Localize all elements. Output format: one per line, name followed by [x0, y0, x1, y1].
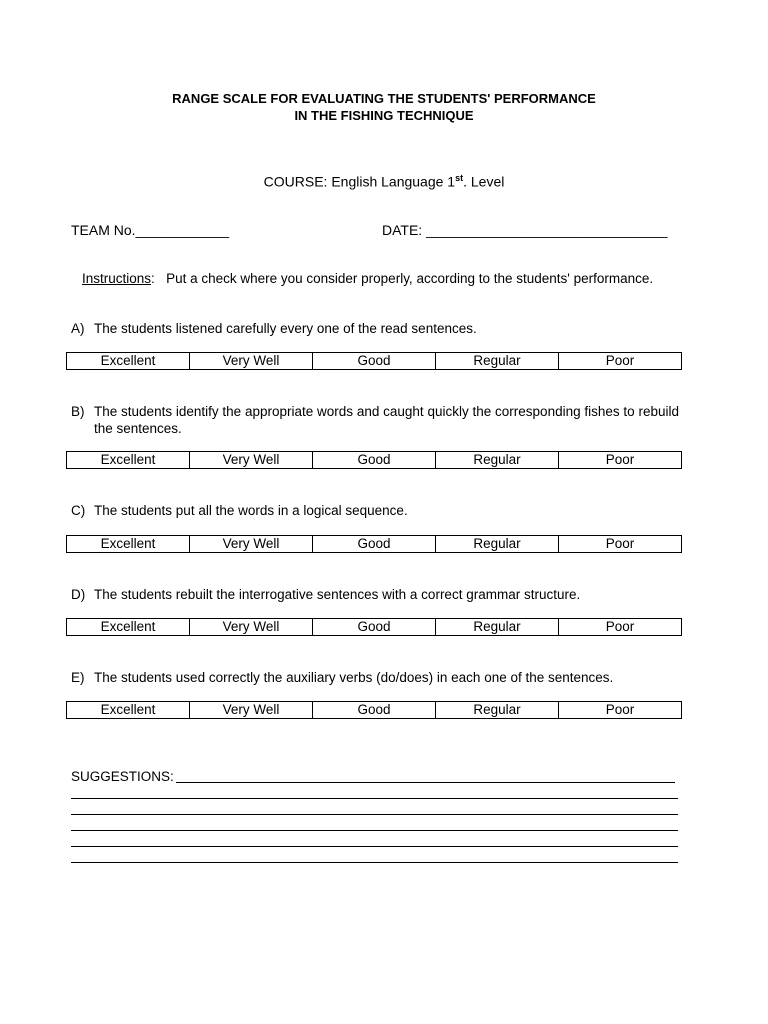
- question-letter: A): [71, 321, 85, 336]
- question-b: [71, 403, 679, 437]
- rating-option-regular[interactable]: Regular: [436, 353, 559, 370]
- question-letter: B): [71, 404, 85, 419]
- suggestions-line-2[interactable]: [71, 798, 678, 799]
- rating-option-poor[interactable]: Poor: [559, 353, 682, 370]
- course-line: [0, 173, 768, 190]
- rating-option-good[interactable]: Good: [313, 353, 436, 370]
- rating-option-regular[interactable]: Regular: [436, 452, 559, 469]
- suggestions-line-3[interactable]: [71, 814, 678, 815]
- rating-option-poor[interactable]: Poor: [559, 452, 682, 469]
- question-d: [71, 586, 679, 603]
- rating-option-very-well[interactable]: Very Well: [190, 702, 313, 719]
- rating-scale-c: [66, 535, 682, 553]
- instructions-label: Instructions: [82, 271, 152, 286]
- rating-option-excellent[interactable]: Excellent: [67, 702, 190, 719]
- document-title-line-1: RANGE SCALE FOR EVALUATING THE STUDENTS' PERFORMANCE: [172, 91, 596, 106]
- rating-option-good[interactable]: Good: [313, 702, 436, 719]
- rating-scale-d: [66, 618, 682, 636]
- rating-option-regular[interactable]: Regular: [436, 536, 559, 553]
- rating-option-good[interactable]: Good: [313, 452, 436, 469]
- rating-option-poor[interactable]: Poor: [559, 702, 682, 719]
- course-suffix: . Level: [463, 173, 505, 190]
- question-letter: E): [71, 670, 85, 685]
- course-superscript: st: [455, 173, 464, 183]
- question-letter: C): [71, 503, 86, 518]
- document-title-line-2: IN THE FISHING TECHNIQUE: [294, 108, 474, 123]
- rating-option-good[interactable]: Good: [313, 536, 436, 553]
- suggestions-line-5[interactable]: [71, 846, 678, 847]
- instructions-text: Put a check where you consider properly, according to the students' performance.: [166, 271, 654, 286]
- question-e: [71, 669, 679, 686]
- rating-option-poor[interactable]: Poor: [559, 619, 682, 636]
- team-label: TEAM No.: [71, 222, 136, 238]
- rating-option-excellent[interactable]: Excellent: [67, 536, 190, 553]
- question-text: The students listened carefully every one of the read sentences.: [94, 321, 477, 336]
- suggestions-label: SUGGESTIONS:: [71, 769, 174, 784]
- question-text: The students put all the words in a logical sequence.: [94, 503, 408, 518]
- instructions: Instructions: Put a check where you consider properly, according to the students' performance.: [82, 271, 654, 286]
- rating-option-excellent[interactable]: Excellent: [67, 353, 190, 370]
- question-text: The students used correctly the auxiliary verbs (do/does) in each one of the sentences.: [94, 670, 614, 685]
- rating-option-very-well[interactable]: Very Well: [190, 619, 313, 636]
- rating-option-regular[interactable]: Regular: [436, 619, 559, 636]
- rating-option-very-well[interactable]: Very Well: [190, 536, 313, 553]
- suggestions-line-1[interactable]: [176, 782, 675, 783]
- course-prefix: COURSE: English Language 1: [263, 173, 456, 190]
- rating-option-excellent[interactable]: Excellent: [67, 452, 190, 469]
- question-text: The students rebuilt the interrogative sentences with a correct grammar structure.: [94, 587, 581, 602]
- rating-option-very-well[interactable]: Very Well: [190, 353, 313, 370]
- team-number-field[interactable]: [71, 222, 229, 238]
- rating-option-regular[interactable]: Regular: [436, 702, 559, 719]
- question-text: The students identify the appropriate words and caught quickly the corresponding fishes to rebuild the sentences.: [94, 404, 679, 436]
- date-blank: _______________________________: [426, 222, 668, 238]
- rating-scale-a: [66, 352, 682, 370]
- team-blank: ____________: [135, 222, 230, 238]
- question-c: [71, 502, 679, 519]
- rating-option-poor[interactable]: Poor: [559, 536, 682, 553]
- suggestions-line-4[interactable]: [71, 830, 678, 831]
- rating-option-good[interactable]: Good: [313, 619, 436, 636]
- rating-scale-e: [66, 701, 682, 719]
- rating-scale-b: [66, 451, 682, 469]
- suggestions-line-6[interactable]: [71, 862, 678, 863]
- date-label: DATE:: [382, 222, 423, 238]
- date-field[interactable]: [382, 222, 667, 238]
- rating-option-very-well[interactable]: Very Well: [190, 452, 313, 469]
- question-a: [71, 320, 679, 337]
- question-letter: D): [71, 587, 86, 602]
- rating-option-excellent[interactable]: Excellent: [67, 619, 190, 636]
